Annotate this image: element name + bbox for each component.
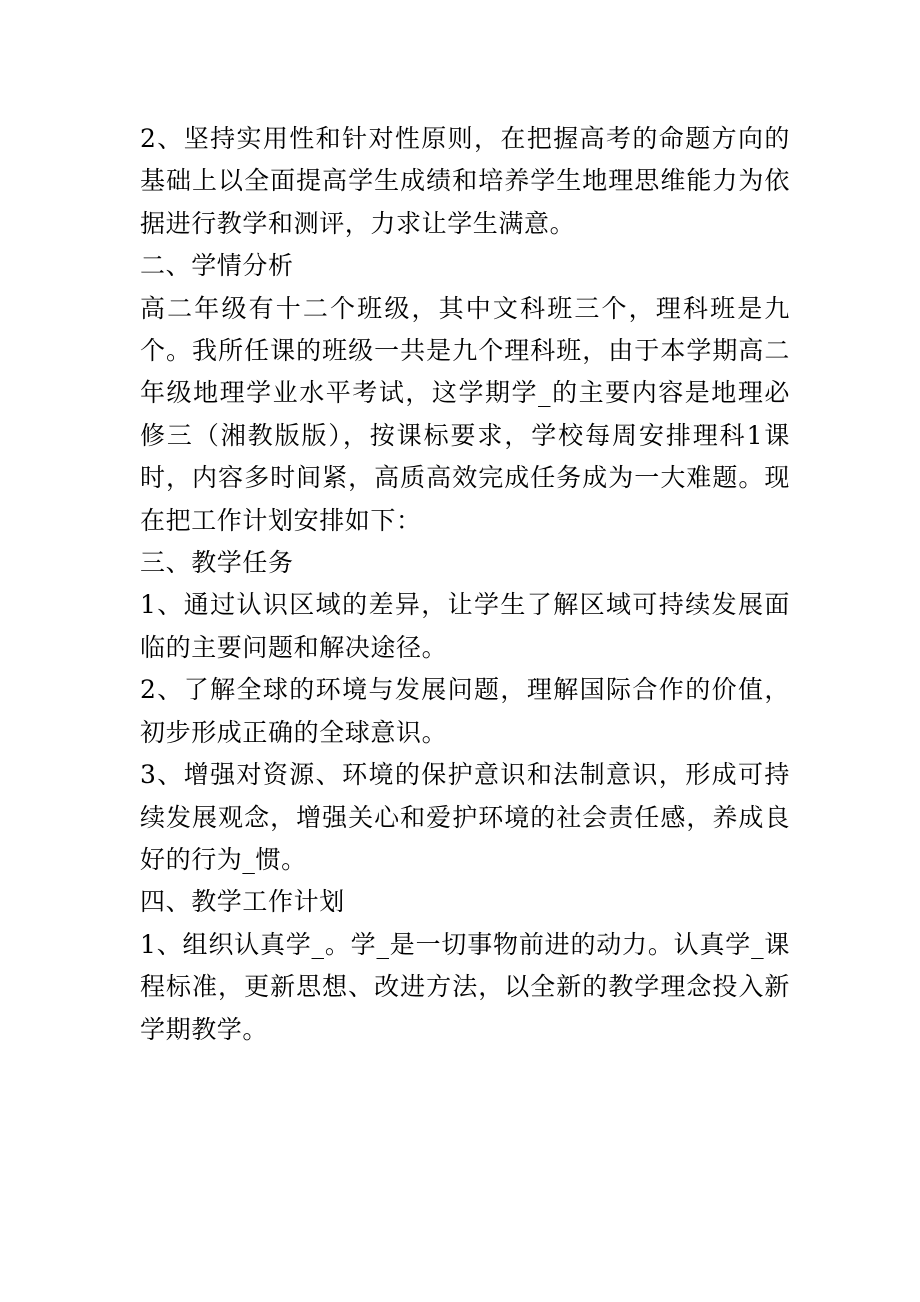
document-body	[140, 118, 790, 1051]
section-heading-work-plan: 四、教学工作计划	[140, 887, 345, 917]
paragraph-plan-1: 1、组织认真学_。学_是一切事物前进的动力。认真学_课程标准，更新思想、改进方法，以全新的教学理念投入新学期教学。	[140, 929, 790, 1044]
paragraph-task-1: 1、通过认识区域的差异，让学生了解区域可持续发展面临的主要问题和解决途径。	[140, 590, 790, 662]
section-heading-student-analysis: 二、学情分析	[140, 251, 294, 281]
paragraph-task-3: 3、增强对资源、环境的保护意识和法制意识，形成可持续发展观念，增强关心和爱护环境的社会责任感，养成良好的行为_惯。	[140, 760, 790, 874]
section-heading-teaching-tasks: 三、教学任务	[140, 548, 294, 578]
paragraph-task-2: 2、了解全球的环境与发展问题，理解国际合作的价值，初步形成正确的全球意识。	[140, 675, 790, 747]
paragraph-principle-2: 2、坚持实用性和针对性原则，在把握高考的命题方向的基础上以全面提高学生成绩和培养学生地理思维能力为依据进行教学和测评，力求让学生满意。	[140, 124, 790, 238]
paragraph-student-analysis: 高二年级有十二个班级，其中文科班三个，理科班是九个。我所任课的班级一共是九个理科班，由于本学期高二年级地理学业水平考试，这学期学_的主要内容是地理必修三（湘教版版），按课标要求，学校每周安排理科1课时，内容多时间紧，高质高效完成任务成为一大难题。现在把工作计划安排如下：	[140, 293, 790, 535]
